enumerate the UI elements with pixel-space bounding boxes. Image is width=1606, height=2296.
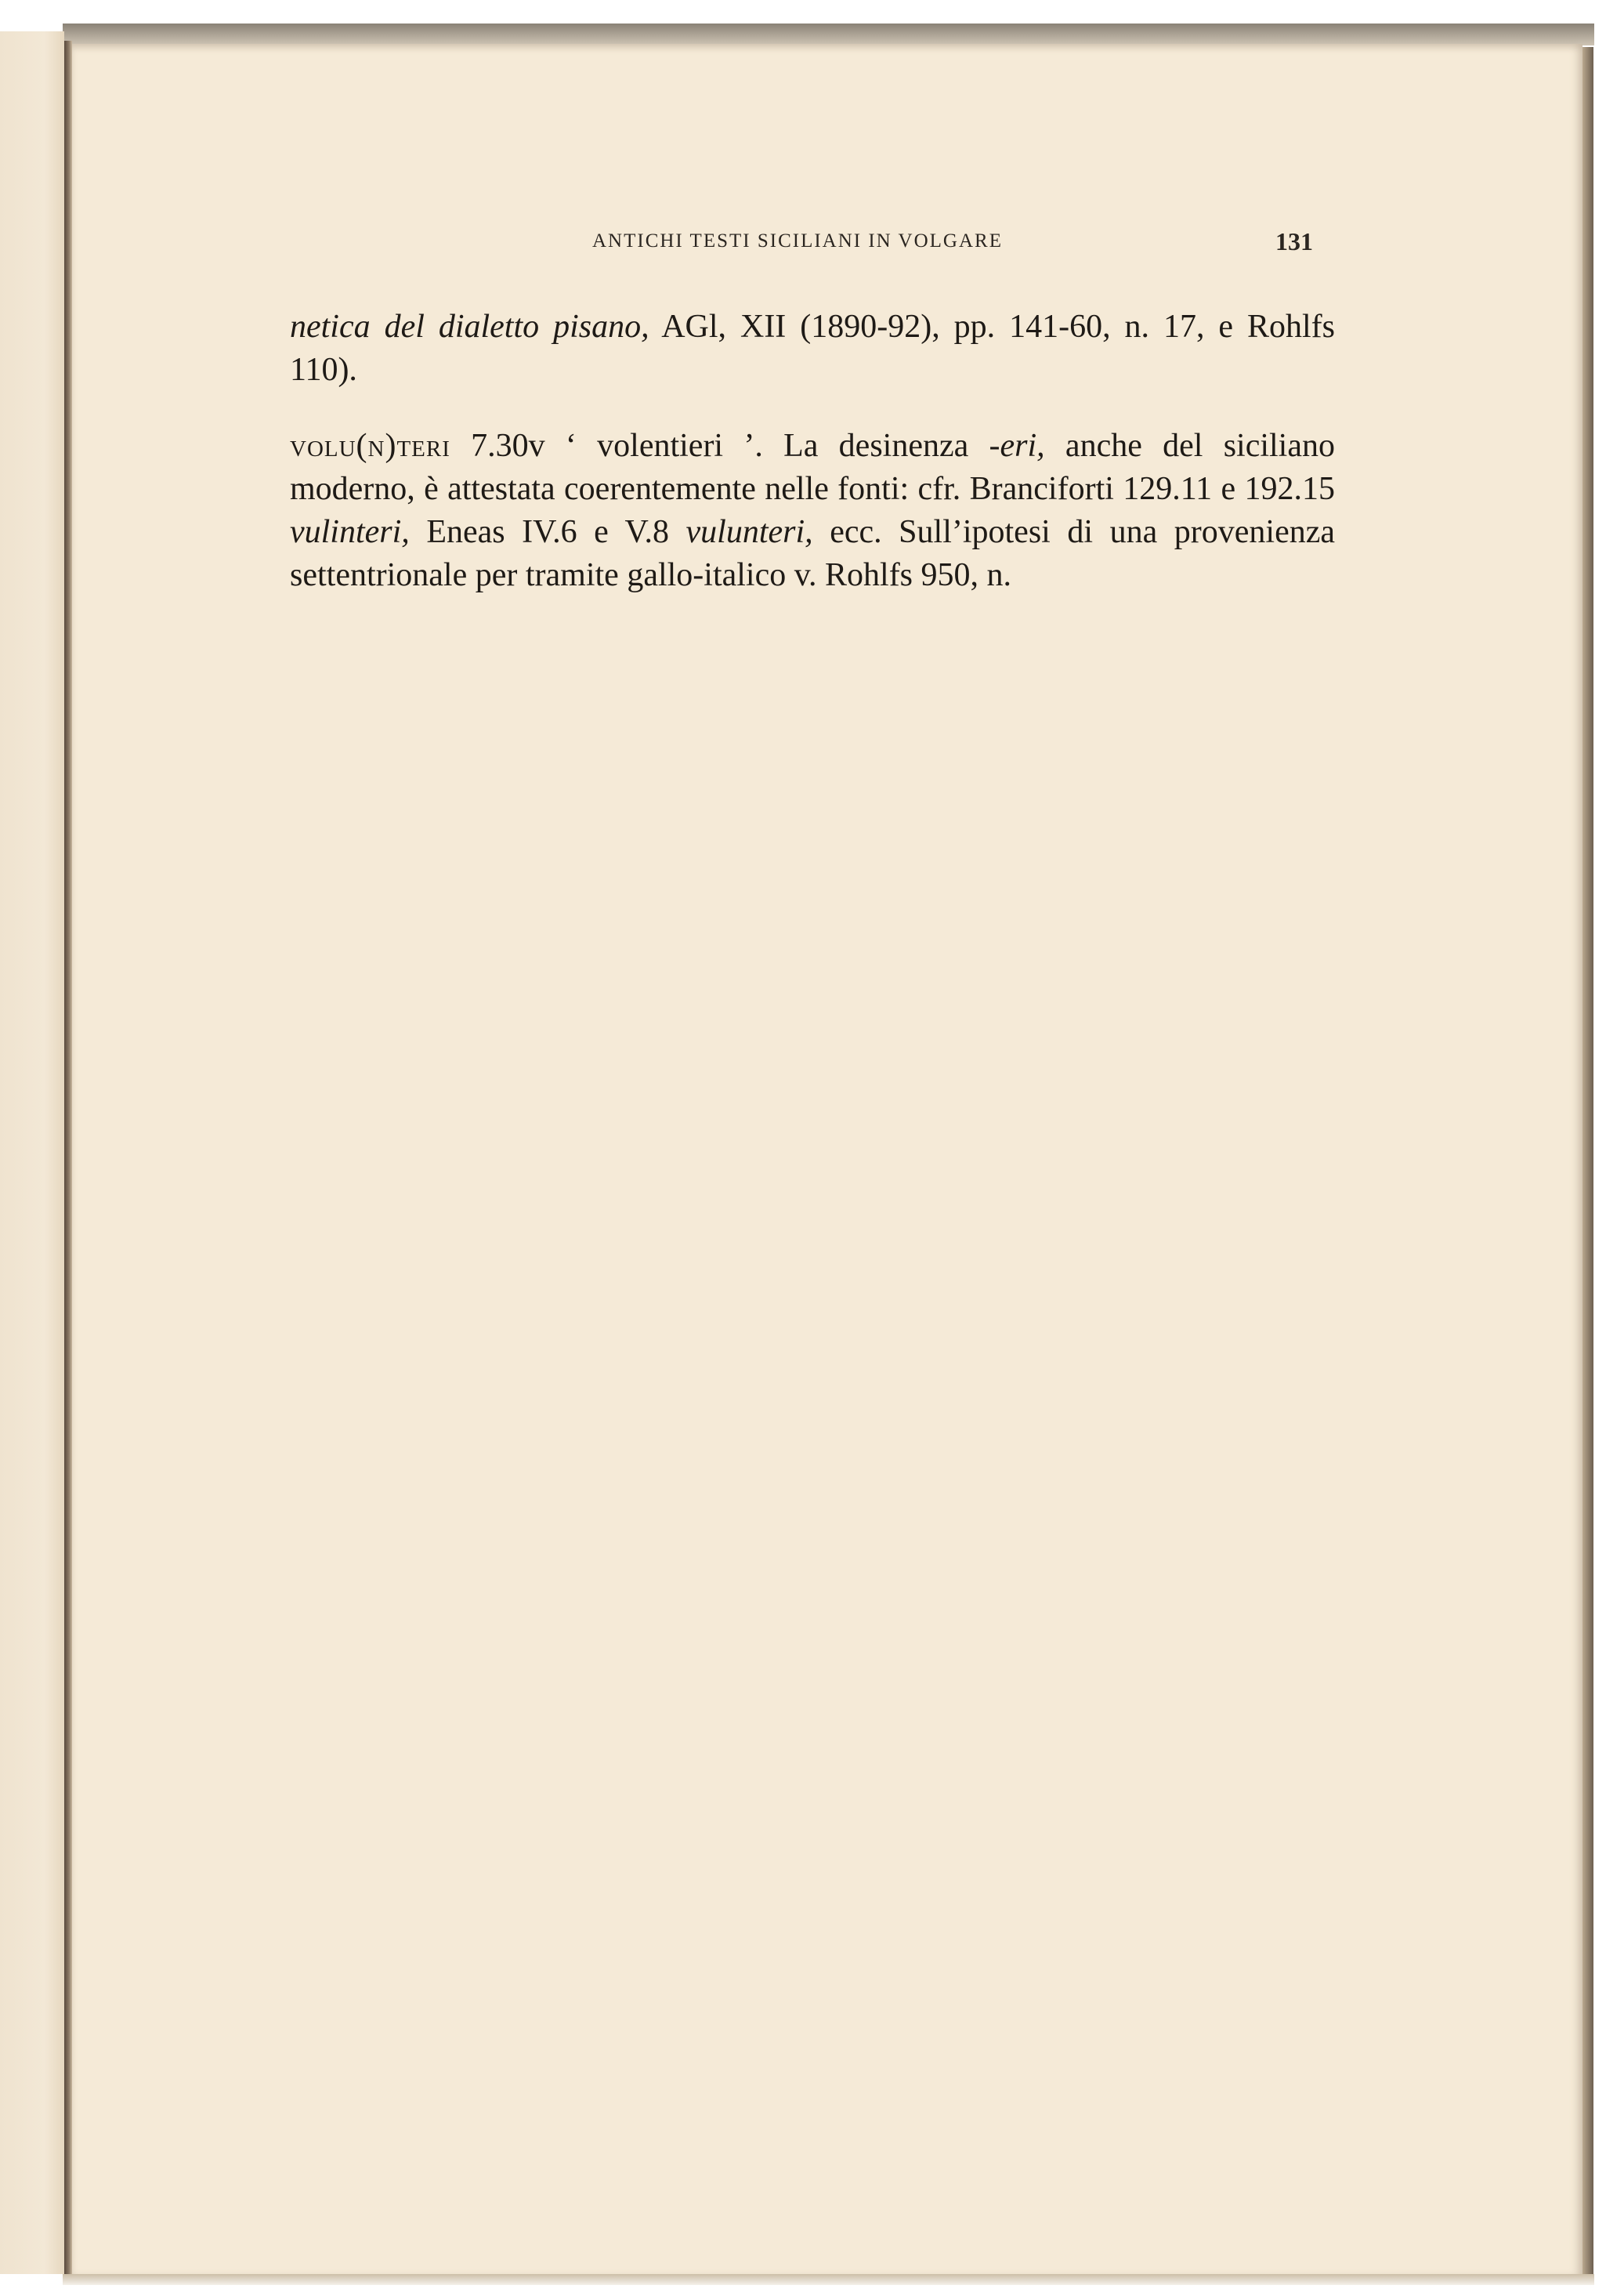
page-right-edge — [1582, 47, 1593, 2280]
italic-form-1: vulinteri, — [290, 514, 410, 550]
bottom-edge-shadow — [63, 2274, 1594, 2285]
italic-title: netica del dialetto pisano, — [290, 309, 649, 345]
page-number: 131 — [1275, 227, 1313, 255]
paragraph-2 — [290, 425, 1335, 597]
paragraph-2-text-1: 7.30v ‘ volentieri ’. La desinenza — [450, 428, 989, 464]
paragraph-1-text: AGl, XII (1890-92), pp. 141-60, n. 17, e Rohlfs 110). — [290, 309, 1335, 388]
headword: volu(n)teri — [290, 428, 450, 464]
paragraph-2-text-4: ecc. Sull’ipotesi di una provenienza settentrionale per tramite gallo-italico v. Rohlfs 950, n. — [290, 514, 1335, 593]
running-head: ANTICHI TESTI SICILIANI IN VOLGARE — [592, 230, 1003, 252]
italic-ending: -eri, — [989, 428, 1045, 464]
paragraph-2-text-3: Eneas IV.6 e V.8 — [409, 514, 686, 550]
top-edge-shadow — [63, 24, 1594, 45]
italic-form-2: vulunteri, — [685, 514, 813, 550]
paragraph-1 — [290, 306, 1335, 392]
book-gutter — [64, 41, 72, 2274]
facing-page-edge — [0, 31, 64, 2274]
paragraph-2-text-2: anche del siciliano moderno, è attestata coerentemente nelle fonti: cfr. Branciforti 129.11 e 192.15 — [290, 428, 1335, 507]
body-text — [290, 306, 1335, 597]
